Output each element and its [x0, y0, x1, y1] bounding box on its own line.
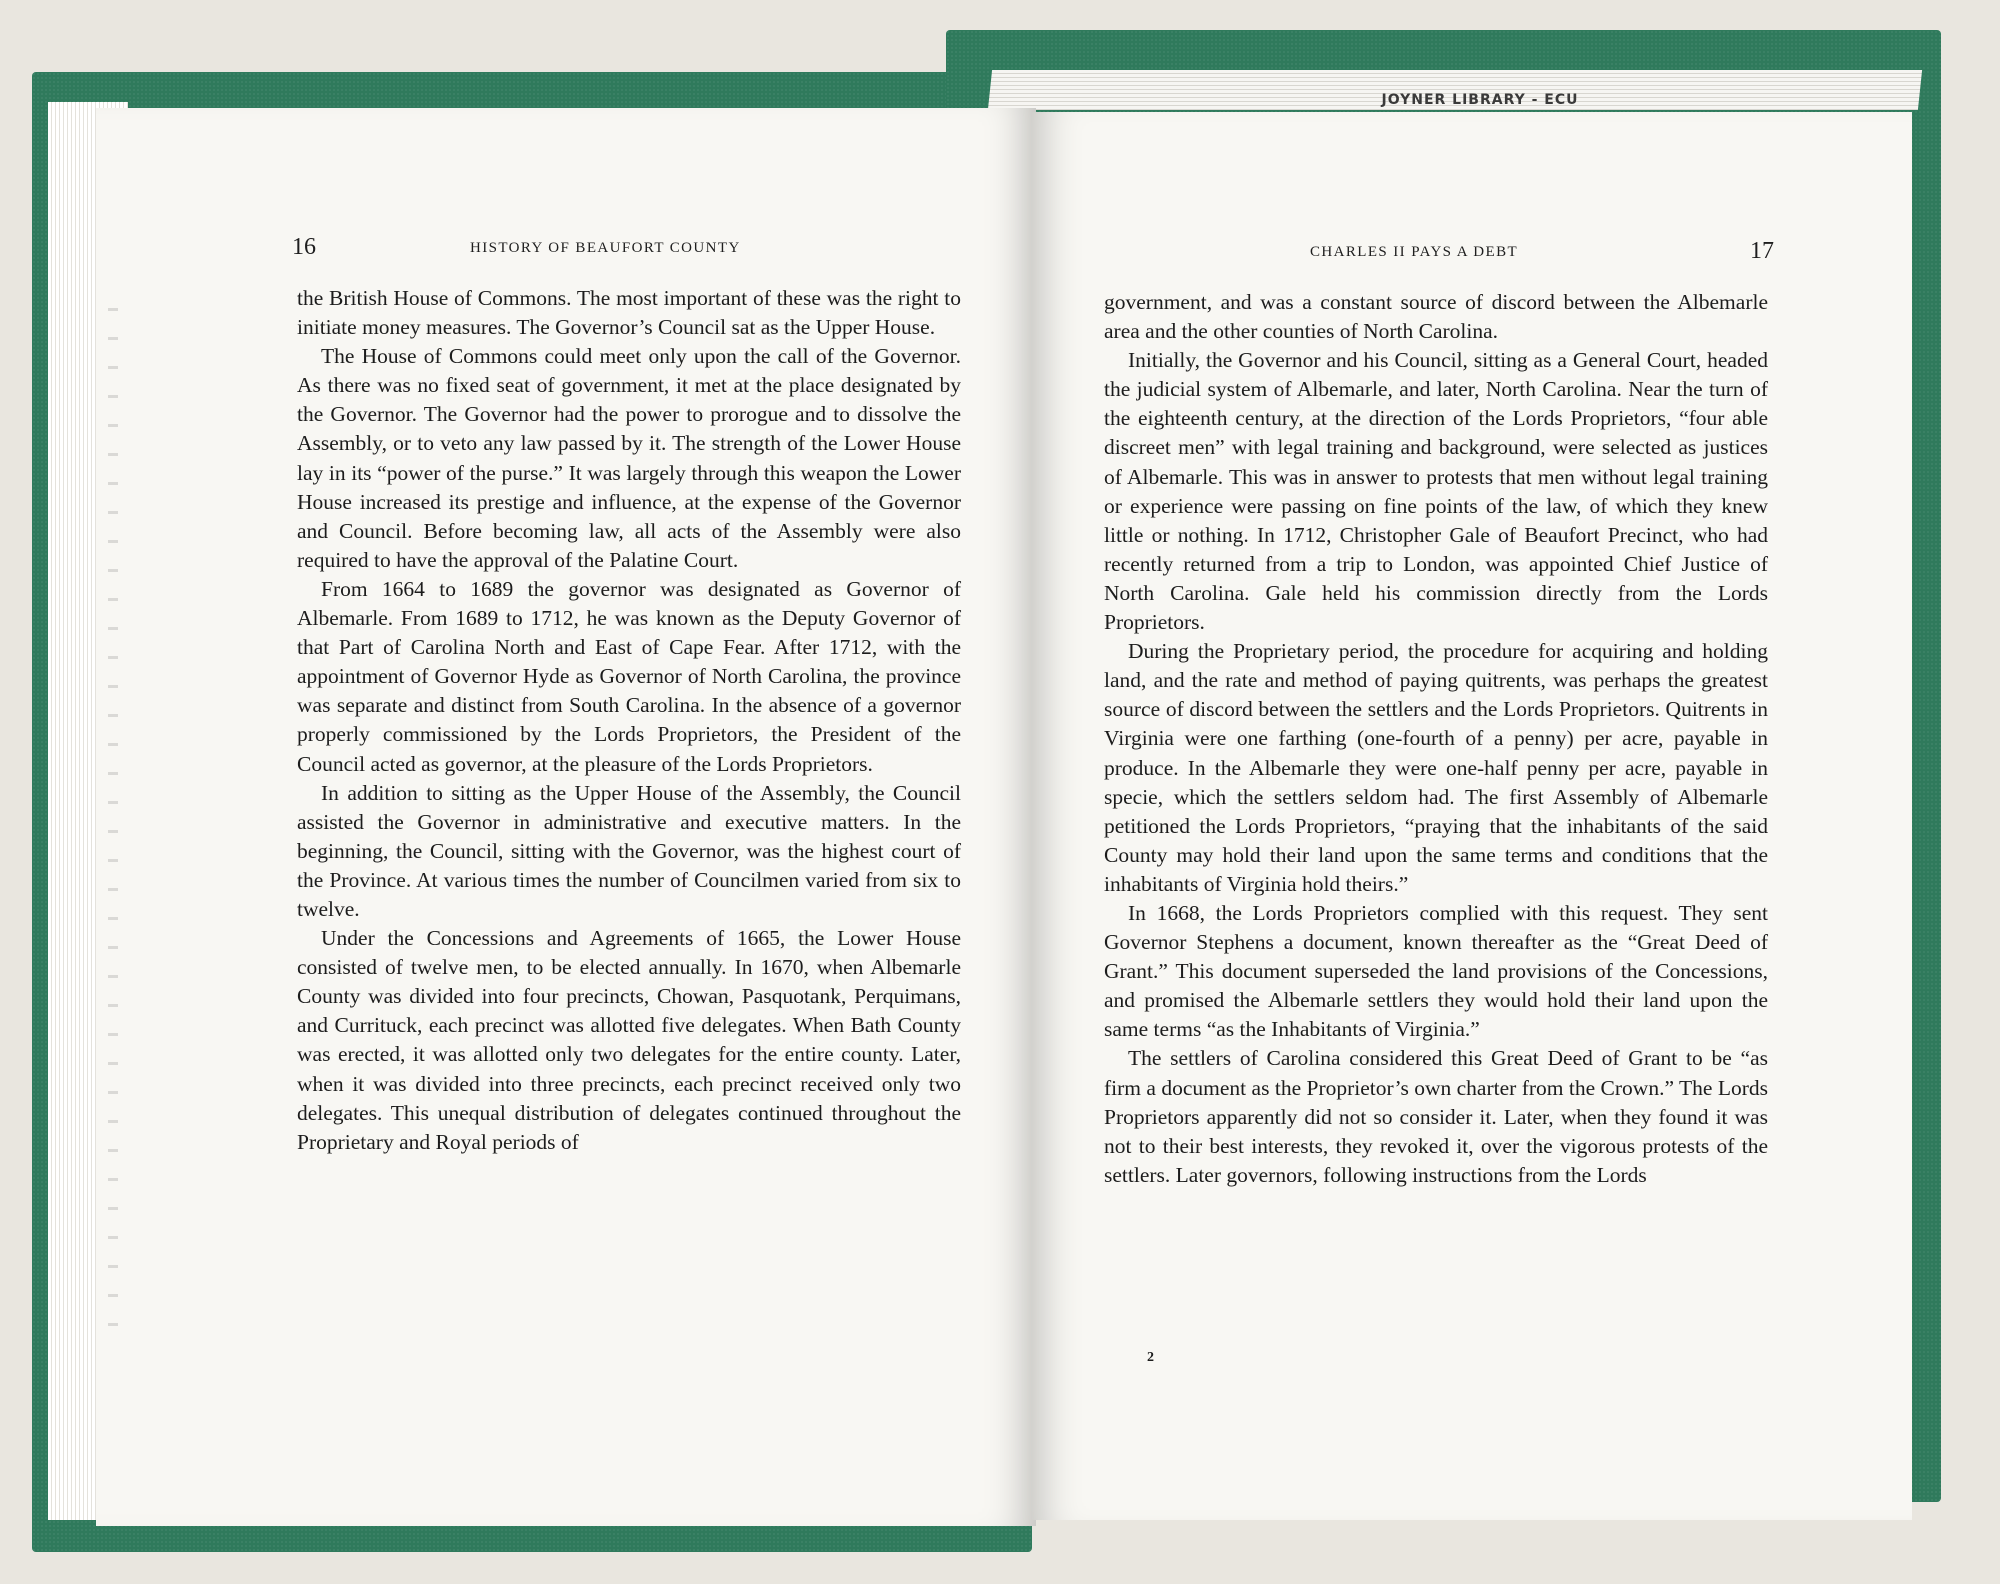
show-through-left: [108, 308, 118, 1348]
paragraph: The settlers of Carolina considered this Great Deed of Grant to be “as firm a document as the Proprietor’s own charter from the Crown.” The Lords Proprietors apparently did not so consider it. Later, when they found it was not to their best interests, they revoked it, over the vigorous protests of the settlers. Later governors, following instructions from the Lords: [1104, 1046, 1768, 1187]
left-running-head: HISTORY OF BEAUFORT COUNTY: [470, 240, 741, 256]
left-page-text: [297, 284, 961, 1157]
right-page: [1032, 112, 1912, 1520]
paragraph: Under the Concessions and Agreements of 1665, the Lower House consisted of twelve men, to be elected annually. In 1670, when Albemarle County was divided into four precincts, Chowan, Pasquotank, Perquimans, and Currituck, each precinct was allotted five delegates. When Bath County was erected, it was allotted only two delegates for the entire county. Later, when it was divided into three precincts, each precinct received only two delegates. This unequal distribution of delegates continued throughout the Proprietary and Royal periods of: [297, 926, 961, 1154]
paragraph: In addition to sitting as the Upper House of the Assembly, the Council assisted the Governor in administrative and executive matters. In the beginning, the Council, sitting with the Governor, was the highest court of the Province. At various times the number of Councilmen varied from six to twelve.: [297, 780, 961, 921]
library-stamp: JOYNER LIBRARY - ECU: [1381, 92, 1579, 108]
right-running-head: CHARLES II PAYS A DEBT: [1310, 244, 1519, 260]
paragraph: government, and was a constant source of discord between the Albemarle area and the other counties of North Carolina.: [1104, 290, 1768, 344]
paragraph: the British House of Commons. The most important of these was the right to initiate money measures. The Governor’s Council sat as the Upper House.: [297, 286, 961, 340]
left-page-number: 16: [292, 234, 316, 260]
paragraph: During the Proprietary period, the procedure for acquiring and holding land, and the rate and method of paying quitrents, was perhaps the greatest source of discord between the settlers and the Lords Proprietors. Quitrents in Virginia were one farthing (one-fourth of a penny) per acre, payable in produce. In the Albemarle they were one-half penny per acre, payable in specie, which the settlers seldom had. The first Assembly of Albemarle petitioned the Lords Proprietors, “praying that the inhabitants of the said County may hold their land upon the same terms and conditions that the inhabitants of Virginia hold theirs.”: [1104, 639, 1768, 896]
paragraph: Initially, the Governor and his Council, sitting as a General Court, headed the judicial system of Albemarle, and later, North Carolina. Near the turn of the eighteenth century, at the direction of the Lords Proprietors, “four able discreet men” with legal training and background, were selected as justices of Albemarle. This was in answer to protests that men without legal training or experience were passing on fine points of the law, of which they knew little or nothing. In 1712, Christopher Gale of Beaufort Precinct, who had recently returned from a trip to London, was appointed Chief Justice of North Carolina. Gale held his commission directly from the Lords Proprietors.: [1104, 348, 1768, 635]
paragraph: From 1664 to 1689 the governor was designated as Governor of Albemarle. From 1689 to 1712, he was known as the Deputy Governor of that Part of Carolina North and East of Cape Fear. After 1712, with the appointment of Governor Hyde as Governor of North Carolina, the province was separate and distinct from South Carolina. In the absence of a governor properly commissioned by the Lords Proprietors, the President of the Council acted as governor, at the pleasure of the Lords Proprietors.: [297, 576, 961, 776]
paragraph: The House of Commons could meet only upon the call of the Governor. As there was no fixed seat of government, it met at the place designated by the Governor. The Governor had the power to prorogue and to dissolve the Assembly, or to veto any law passed by it. The strength of the Lower House lay in its “power of the purse.” It was largely through this weapon the Lower House increased its prestige and influence, at the expense of the Governor and Council. Before becoming law, all acts of the Assembly were also required to have the approval of the Palatine Court.: [297, 344, 961, 572]
signature-mark: 2: [1147, 1350, 1154, 1365]
right-page-text: [1104, 288, 1768, 1190]
left-page: [96, 108, 1036, 1526]
right-page-number: 17: [1750, 238, 1774, 264]
paragraph: In 1668, the Lords Proprietors complied with this request. They sent Governor Stephens a document, known thereafter as the “Great Deed of Grant.” This document superseded the land provisions of the Concessions, and promised the Albemarle settlers they would hold their land upon the same terms “as the Inhabitants of Virginia.”: [1104, 900, 1768, 1042]
